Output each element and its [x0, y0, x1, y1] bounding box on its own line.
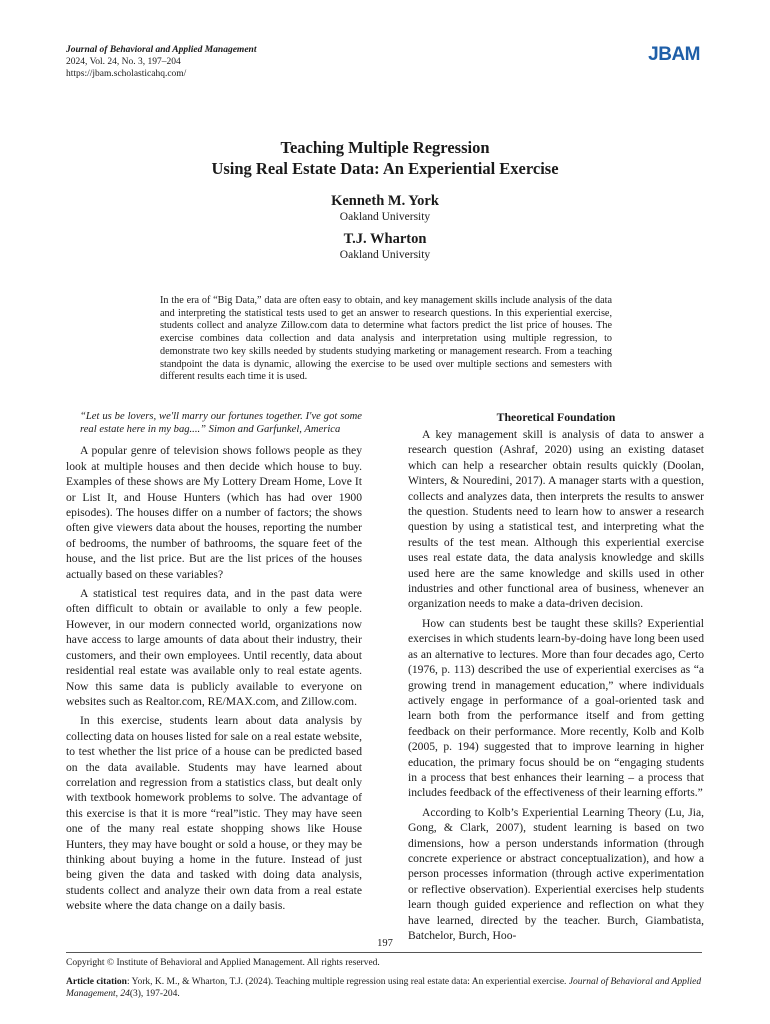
title-line-2: Using Real Estate Data: An Experiential Exercise	[211, 159, 559, 178]
volume-info: 2024, Vol. 24, No. 3, 197–204	[66, 57, 181, 67]
citation-text: : York, K. M., & Wharton, T.J. (2024). Teaching multiple regression using real estate data: An experiential exercise.	[126, 977, 569, 987]
page-number: 197	[377, 938, 393, 949]
journal-info	[66, 44, 256, 80]
citation-pages: (3), 197-204.	[129, 989, 180, 999]
article-title	[0, 137, 770, 179]
journal-url[interactable]: https://jbam.scholasticahq.com/	[66, 69, 187, 79]
body-paragraph: How can students best be taught these skills? Experiential exercises in which students learn-by-doing have long been used as an alternative to lectures. More than four decades ago, Certo (1976, p. 113) described the use of experiential exercises as “a growing trend in management education,” where individuals actively engage in performance of a goal-oriented task and learn both from the performance itself and from getting feedback on their performance. More recently, Kolb and Kolb (2005, p. 194) suggested that to improve learning in higher education, the primary focus should be on “engaging students in a process that best enhances their learning – a process that includes feedback of the effectiveness of their learning efforts.”	[408, 616, 704, 800]
citation-label: Article citation	[66, 977, 127, 987]
author-1	[0, 192, 770, 224]
body-paragraph: A statistical test requires data, and in the past data were often difficult to obtain or available to only a few people. However, in our modern connected world, organizations now have access to large amounts of data about their industry, their customers, and their own employees. Until recently, data about residential real estate was available only to real estate agents. Now this same data is publicly available to everyone on websites such as Realtor.com, RE/MAX.com, and Zillow.com.	[66, 587, 362, 708]
jbam-logo: JBAM	[648, 44, 700, 65]
citation-journal: Journal of Behavioral and Applied Management, 24	[66, 977, 702, 999]
section-heading: Theoretical Foundation	[496, 410, 616, 424]
author-name: T.J. Wharton	[343, 231, 427, 247]
title-line-1: Teaching Multiple Regression	[280, 138, 490, 157]
right-column	[408, 410, 704, 947]
journal-name: Journal of Behavioral and Applied Management	[66, 45, 257, 55]
body-paragraph: According to Kolb’s Experiential Learning Theory (Lu, Jia, Gong, & Clark, 2007), student learning is based on two dimensions, how a person understands information (through concrete experience or abstract conceptualization), and how a person processes information (through active experimentation or reflective observation). Experiential exercises help students learn though guided experience and reflection on what they have learned, directed by the teacher. Burch, Giambatista, Batchelor, Burch, Hoo-	[408, 805, 704, 942]
body-paragraph: In this exercise, students learn about data analysis by collecting data on houses listed for sale on a real estate website, to test whether the list price of a house can be predicted based on the data available. Students may have learned about correlation and regression from a statistics class, but dealt only with textbook homework problems to solve. The advantage of this exercise is that it is more “real”istic. They may have seen one of the many real estate shopping shows like House Hunters, they may have bought or sold a house, or they may be thinking about buying a home in the future. Instead of just being given the data and tasked with doing data analysis, students collect and analyze their own data from a real estate website where the data change on a daily basis.	[66, 714, 362, 913]
author-2	[0, 230, 770, 262]
author-affiliation: Oakland University	[339, 211, 431, 223]
body-paragraph: A key management skill is analysis of data to answer a research question (Ashraf, 2020) using an existing dataset which can help a researcher obtain results quickly (Doolan, Winters, & Nouredini, 2017). A manager starts with a question, collects and analyzes data, then interprets the results to answer the question. Students need to learn how to answer a research question by using a statistical test, and interpreting what the results of the test mean. Although this experiential exercise uses real estate data, the data analysis knowledge and skills used here are the same knowledge and skills used in other industries and other functional area of business, whenever an organization needs to make a data-driven decision.	[408, 428, 704, 611]
body-paragraph: A popular genre of television shows follows people as they look at multiple houses and then decide which house to buy. Examples of these shows are My Lottery Dream Home, Love It or List It, and House Hunters (which has had over 1900 episodes). The houses differ on a number of factors; the shows often give viewers data about the houses, reporting the number of bedrooms, the number of bathrooms, the square feet of the house, and the list price. But are the list prices of the houses actually based on these variables?	[66, 444, 362, 581]
article-citation	[66, 976, 706, 1000]
epigraph: “Let us be lovers, we'll marry our fortunes together. I've got some real estate here in my bag....” Simon and Garfunkel, America	[80, 411, 362, 436]
abstract: In the era of “Big Data,” data are often easy to obtain, and key management skills include analysis of the data and interpreting the statistical tests used to get an answer to research questions. In this experiential exercise, students collect and analyze Zillow.com data to determine what factors predict the list price of houses. The exercise combines data collection and data analysis and interpretation using multiple regression, to demonstrate two key skills needed by students studying marketing or management research. From a teaching standpoint the data is dynamic, allowing the exercise to be used over multiple sections and semesters with different results each time it is used.	[160, 295, 612, 383]
footer-divider	[66, 952, 702, 953]
author-name: Kenneth M. York	[331, 193, 439, 209]
left-column	[66, 410, 362, 918]
author-affiliation: Oakland University	[339, 249, 431, 261]
copyright-notice: Copyright © Institute of Behavioral and Applied Management. All rights reserved.	[66, 958, 380, 968]
